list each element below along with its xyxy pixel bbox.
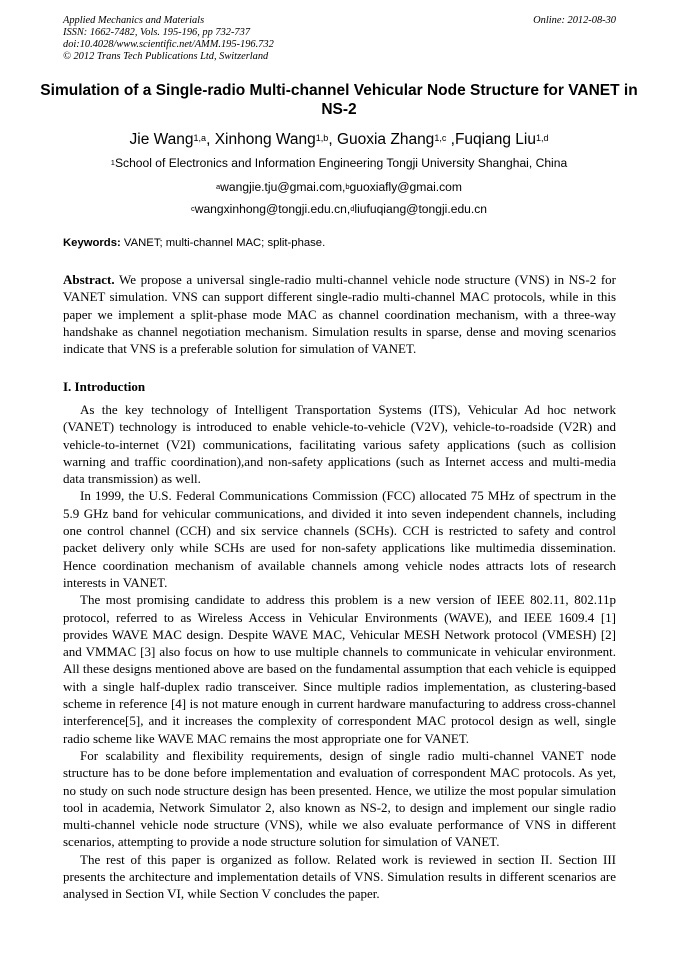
keywords <box>63 236 616 250</box>
email-address: wangxinhong@tongji.edu.cn, <box>194 202 351 216</box>
paragraph: As the key technology of Intelligent Transportation Systems (ITS), Vehicular Ad hoc network (VANET) technology is introduced to enable vehicle-to-vehicle (V2V), vehicle-to-roadside (V2R) and vehicle-to-internet (V2I) communications, facilitating various safety applications (such as collision warning and traffic coordination),and non-safety applications (such as Internet access and multi-media data transmission) as well. <box>63 402 616 487</box>
affiliation <box>40 156 638 171</box>
email-address: wangjie.tju@gmai.com, <box>220 180 346 194</box>
online-date: Online: 2012-08-30 <box>533 15 616 26</box>
email-sup: b <box>345 182 350 191</box>
author-name: Fuqiang Liu <box>454 131 536 148</box>
author-sup: 1,b <box>315 133 329 143</box>
abstract-text: We propose a universal single-radio multi-channel vehicle node structure (VNS) in NS-2 for VANET simulation. VNS can support different single-radio multi-channel MAC protocols, while in this paper we implement a split-phase mode MAC as channel coordination mechanism, with a three-way handshake as channel negotiation mechanism. Simulation results in sparse, dense and moving scenarios indicate that VNS is a preferable solution for simulation of VANET. <box>63 272 616 357</box>
author-name: Guoxia Zhang <box>336 131 435 148</box>
author-sep: , <box>206 131 215 148</box>
email-sup: d <box>350 204 355 213</box>
email-line-2 <box>40 202 638 217</box>
email-sup: c <box>190 204 195 213</box>
author-sup: 1,a <box>193 133 207 143</box>
journal-header <box>63 15 616 63</box>
author-list <box>40 130 638 150</box>
affiliation-sup: 1 <box>110 158 115 167</box>
issn-line: ISSN: 1662-7482, Vols. 195-196, pp 732-737 <box>63 27 251 38</box>
paragraph: In 1999, the U.S. Federal Communications Commission (FCC) allocated 75 MHz of spectrum in the 5.9 GHz band for vehicular communications, and divided it into seven independent channels, including one control channel (CCH) and six service channels (SCHs). CCH is restricted to safety and control packet delivery only while SCHs are used for non-safety applications like multimedia dissemination. Hence coordination mechanism of available channels among vehicle nodes attracts lots of research interests in VANET. <box>63 488 616 590</box>
doi-line: doi:10.4028/www.scientific.net/AMM.195-196.732 <box>63 39 274 50</box>
paragraph: For scalability and flexibility requirements, design of single radio multi-channel VANET node structure has to be done before implementation and evaluation of correspondent MAC protocols. As yet, no study on such node structure design has been presented. Hence, we utilize the most popular simulation tool in academia, Network Simulator 2, also known as NS-2, to design and implement our single radio multi-channel vehicle node structure (VNS), while we also evaluate performance of VNS in different scenarios, attempting to provide a node structure solution for simulation of VANET. <box>63 747 616 850</box>
paper-title: Simulation of a Single-radio Multi-channel Vehicular Node Structure for VANET in NS-2 <box>40 82 638 118</box>
email-line-1 <box>40 180 638 195</box>
email-address: guoxiafly@gmai.com <box>349 180 462 194</box>
keywords-label: Keywords: <box>63 237 121 249</box>
email-address: liufuqiang@tongji.edu.cn <box>354 202 488 216</box>
email-sup: a <box>216 182 221 191</box>
abstract-label: Abstract. <box>63 272 115 287</box>
author-sep: , <box>328 131 337 148</box>
paragraph: The most promising candidate to address this problem is a new version of IEEE 802.11, 802.11p protocol, referred to as Wireless Access in Vehicular Environments (WAVE), and IEEE 1609.4 [1] provides WAVE MAC design. Despite WAVE MAC, Vehicular MESH Network protocol (VMESH) [2] and VMMAC [3] also focus on how to use multiple channels to communicate in vehicular environment. All these designs mentioned above are based on the fundamental assumption that each vehicle is equipped with a single half-duplex radio transceiver. Since multiple radios implementation, as clustering-based scheme in reference [4] is not mature enough in current hardware manufacturing to address cross-channel interference[5], and it increases the complexity of correspondent MAC protocol design as well, single radio scheme like WAVE MAC remains the most appropriate one for VANET. <box>63 592 616 746</box>
author-sup: 1,d <box>535 133 549 143</box>
abstract <box>63 271 616 357</box>
copyright-line: © 2012 Trans Tech Publications Ltd, Switzerland <box>63 51 269 62</box>
introduction-body <box>63 401 616 903</box>
author-sep: , <box>446 131 455 148</box>
paragraph: The rest of this paper is organized as follow. Related work is reviewed in section II. Section III presents the architecture and implementation details of VNS. Simulation results in different scenarios are analysed in Section VI, while Section V concludes the paper. <box>63 851 616 902</box>
affiliation-text: School of Electronics and Information Engineering Tongji University Shanghai, China <box>114 156 568 170</box>
author-sup: 1,c <box>434 133 447 143</box>
journal-name: Applied Mechanics and Materials <box>63 15 205 26</box>
section-heading: I. Introduction <box>63 379 146 394</box>
author-name: Jie Wang <box>129 131 194 148</box>
author-name: Xinhong Wang <box>214 131 316 148</box>
keywords-text: VANET; multi-channel MAC; split-phase. <box>120 237 326 249</box>
